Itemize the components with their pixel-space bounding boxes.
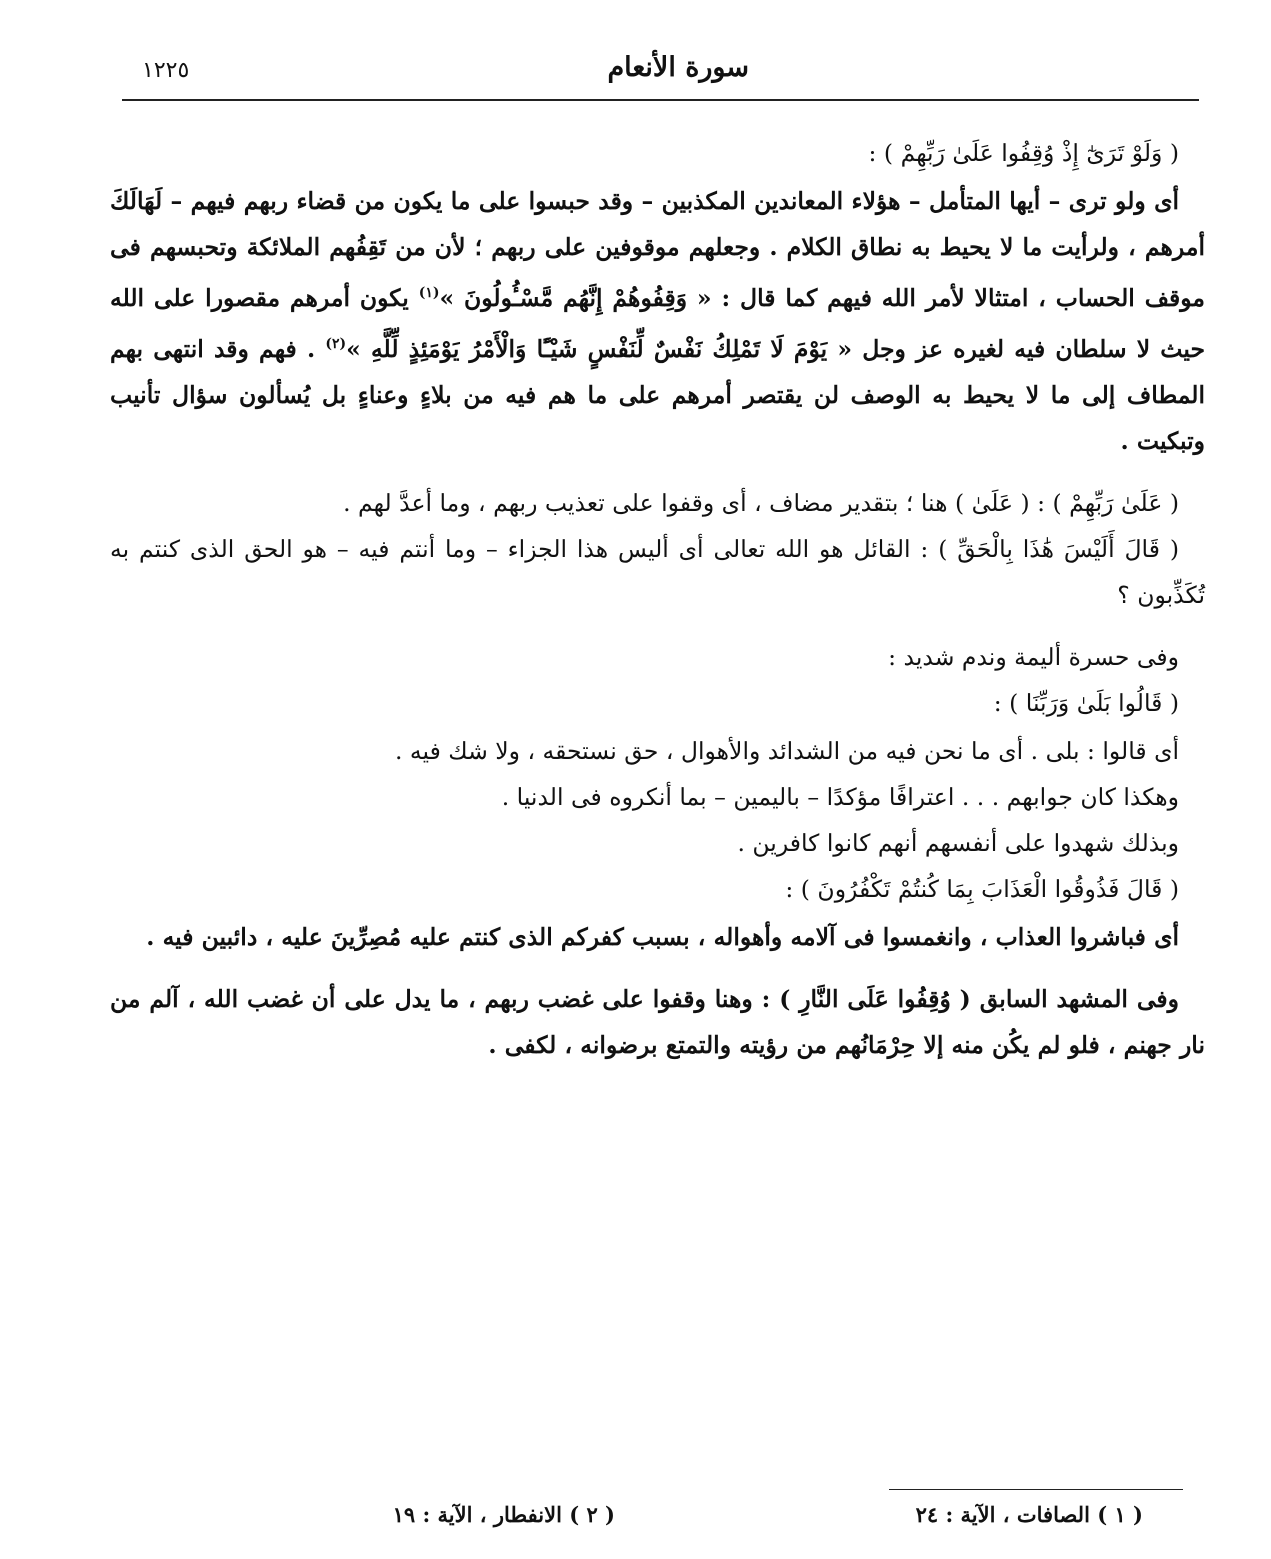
footnote-ref-2: (٢) [325, 335, 347, 352]
footnote-divider [889, 1489, 1183, 1490]
page-body [110, 130, 1205, 1068]
transition-line: وفى حسرة أليمة وندم شديد : [888, 642, 1179, 671]
verse-heading-1: ( وَلَوْ تَرَىٰٓ إِذْ وُقِفُوا عَلَىٰ رَبِّهِمْ ) : [868, 139, 1179, 167]
verse-heading-2: ( قَالُوا بَلَىٰ وَرَبِّنَا ) : [993, 688, 1179, 717]
commentary-text: أى ولو ترى – أيها المتأمل – هؤلاء المعاندين المكذبين – وقد حبسوا على ما يكون من قضاء ربهم فيهم – لَهَالَكَ أمرهم ، ولرأيت ما لا يحيط به نطاق الكلام . وجعلهم موقوفين على ربهم ؛ لأن من تَقِفُهم الملائكة وتحبسهم فى موقف الحساب ، امتثالا لأمر الله فيهم كما قال : « وَقِفُوهُمْ إِنَّهُم مَّسْـُٔولُونَ » [110, 187, 1205, 312]
word-note-2: ( قَالَ أَلَيْسَ هَٰذَا بِالْحَقِّ ) : القائل هو الله تعالى أى أليس هذا الجزاء – وما أنتم فيه – هو الحق الذى كنتم به تُكَذِّبون ؟ [110, 534, 1205, 609]
surah-title: سورة الأنعام [607, 52, 749, 83]
footnote-ref-1: (١) [418, 285, 440, 301]
header-divider [122, 99, 1199, 101]
footnotes [300, 1502, 1143, 1536]
footnote-2: ( ٢ ) الانفطار ، الآية : ١٩ [392, 1502, 615, 1527]
commentary-paragraph-1 [110, 178, 1205, 464]
commentary-line-wabidhalik: وبذلك شهدوا على أنفسهم أنهم كانوا كافرين . [737, 828, 1179, 857]
commentary-paragraph-2: أى فباشروا العذاب ، وانغمسوا فى آلامه وأهواله ، بسبب كفركم الذى كنتم عليه مُصِرِّينَ عليه ، دائبين فيه . [146, 922, 1179, 951]
footnote-1: ( ١ ) الصافات ، الآية : ٢٤ [915, 1502, 1143, 1527]
page-number: ١٢٢٥ [142, 58, 190, 83]
commentary-text: يكون أمرهم مقصورا على الله حيث لا سلطان فيه لغيره عز وجل « يَوْمَ لَا تَمْلِكُ نَفْسٌ لِّنَفْسٍ شَيْـًٔا وَالْأَمْرُ يَوْمَئِذٍ لِّلَّهِ » [110, 283, 1205, 363]
commentary-line-wahakadha: وهكذا كان جوابهم . . . اعترافًا مؤكدًا – باليمين – بما أنكروه فى الدنيا . [501, 782, 1179, 811]
page-header [122, 52, 1199, 92]
commentary-line-qalu: أى قالوا : بلى . أى ما نحن فيه من الشدائد والأهوال ، حق نستحقه ، ولا شك فيه . [394, 736, 1179, 765]
commentary-paragraph-3: وفى المشهد السابق ( وُقِفُوا عَلَى النَّارِ ) : وهنا وقفوا على غضب ربهم ، ما يدل على أن غضب الله ، آلم من نار جهنم ، فلو لم يكُن منه إلا حِرْمَانُهم من رؤيته والتمتع برضوانه ، لكفى . [110, 984, 1205, 1059]
verse-heading-3: ( قَالَ فَذُوقُوا الْعَذَابَ بِمَا كُنتُمْ تَكْفُرُونَ ) : [785, 874, 1179, 903]
commentary-text: . فهم وقد انتهى بهم المطاف إلى ما لا يحيط به الوصف لن يقتصر أمرهم على ما هم فيه من بلاءٍ وعناءٍ بل يُسألون سؤال تأنيب وتبكيت . [110, 334, 1205, 455]
word-note-1: ( عَلَىٰ رَبِّهِمْ ) : ( عَلَىٰ ) هنا ؛ بتقدير مضاف ، أى وقفوا على تعذيب ربهم ، وما أعدَّ لهم . [343, 488, 1179, 517]
